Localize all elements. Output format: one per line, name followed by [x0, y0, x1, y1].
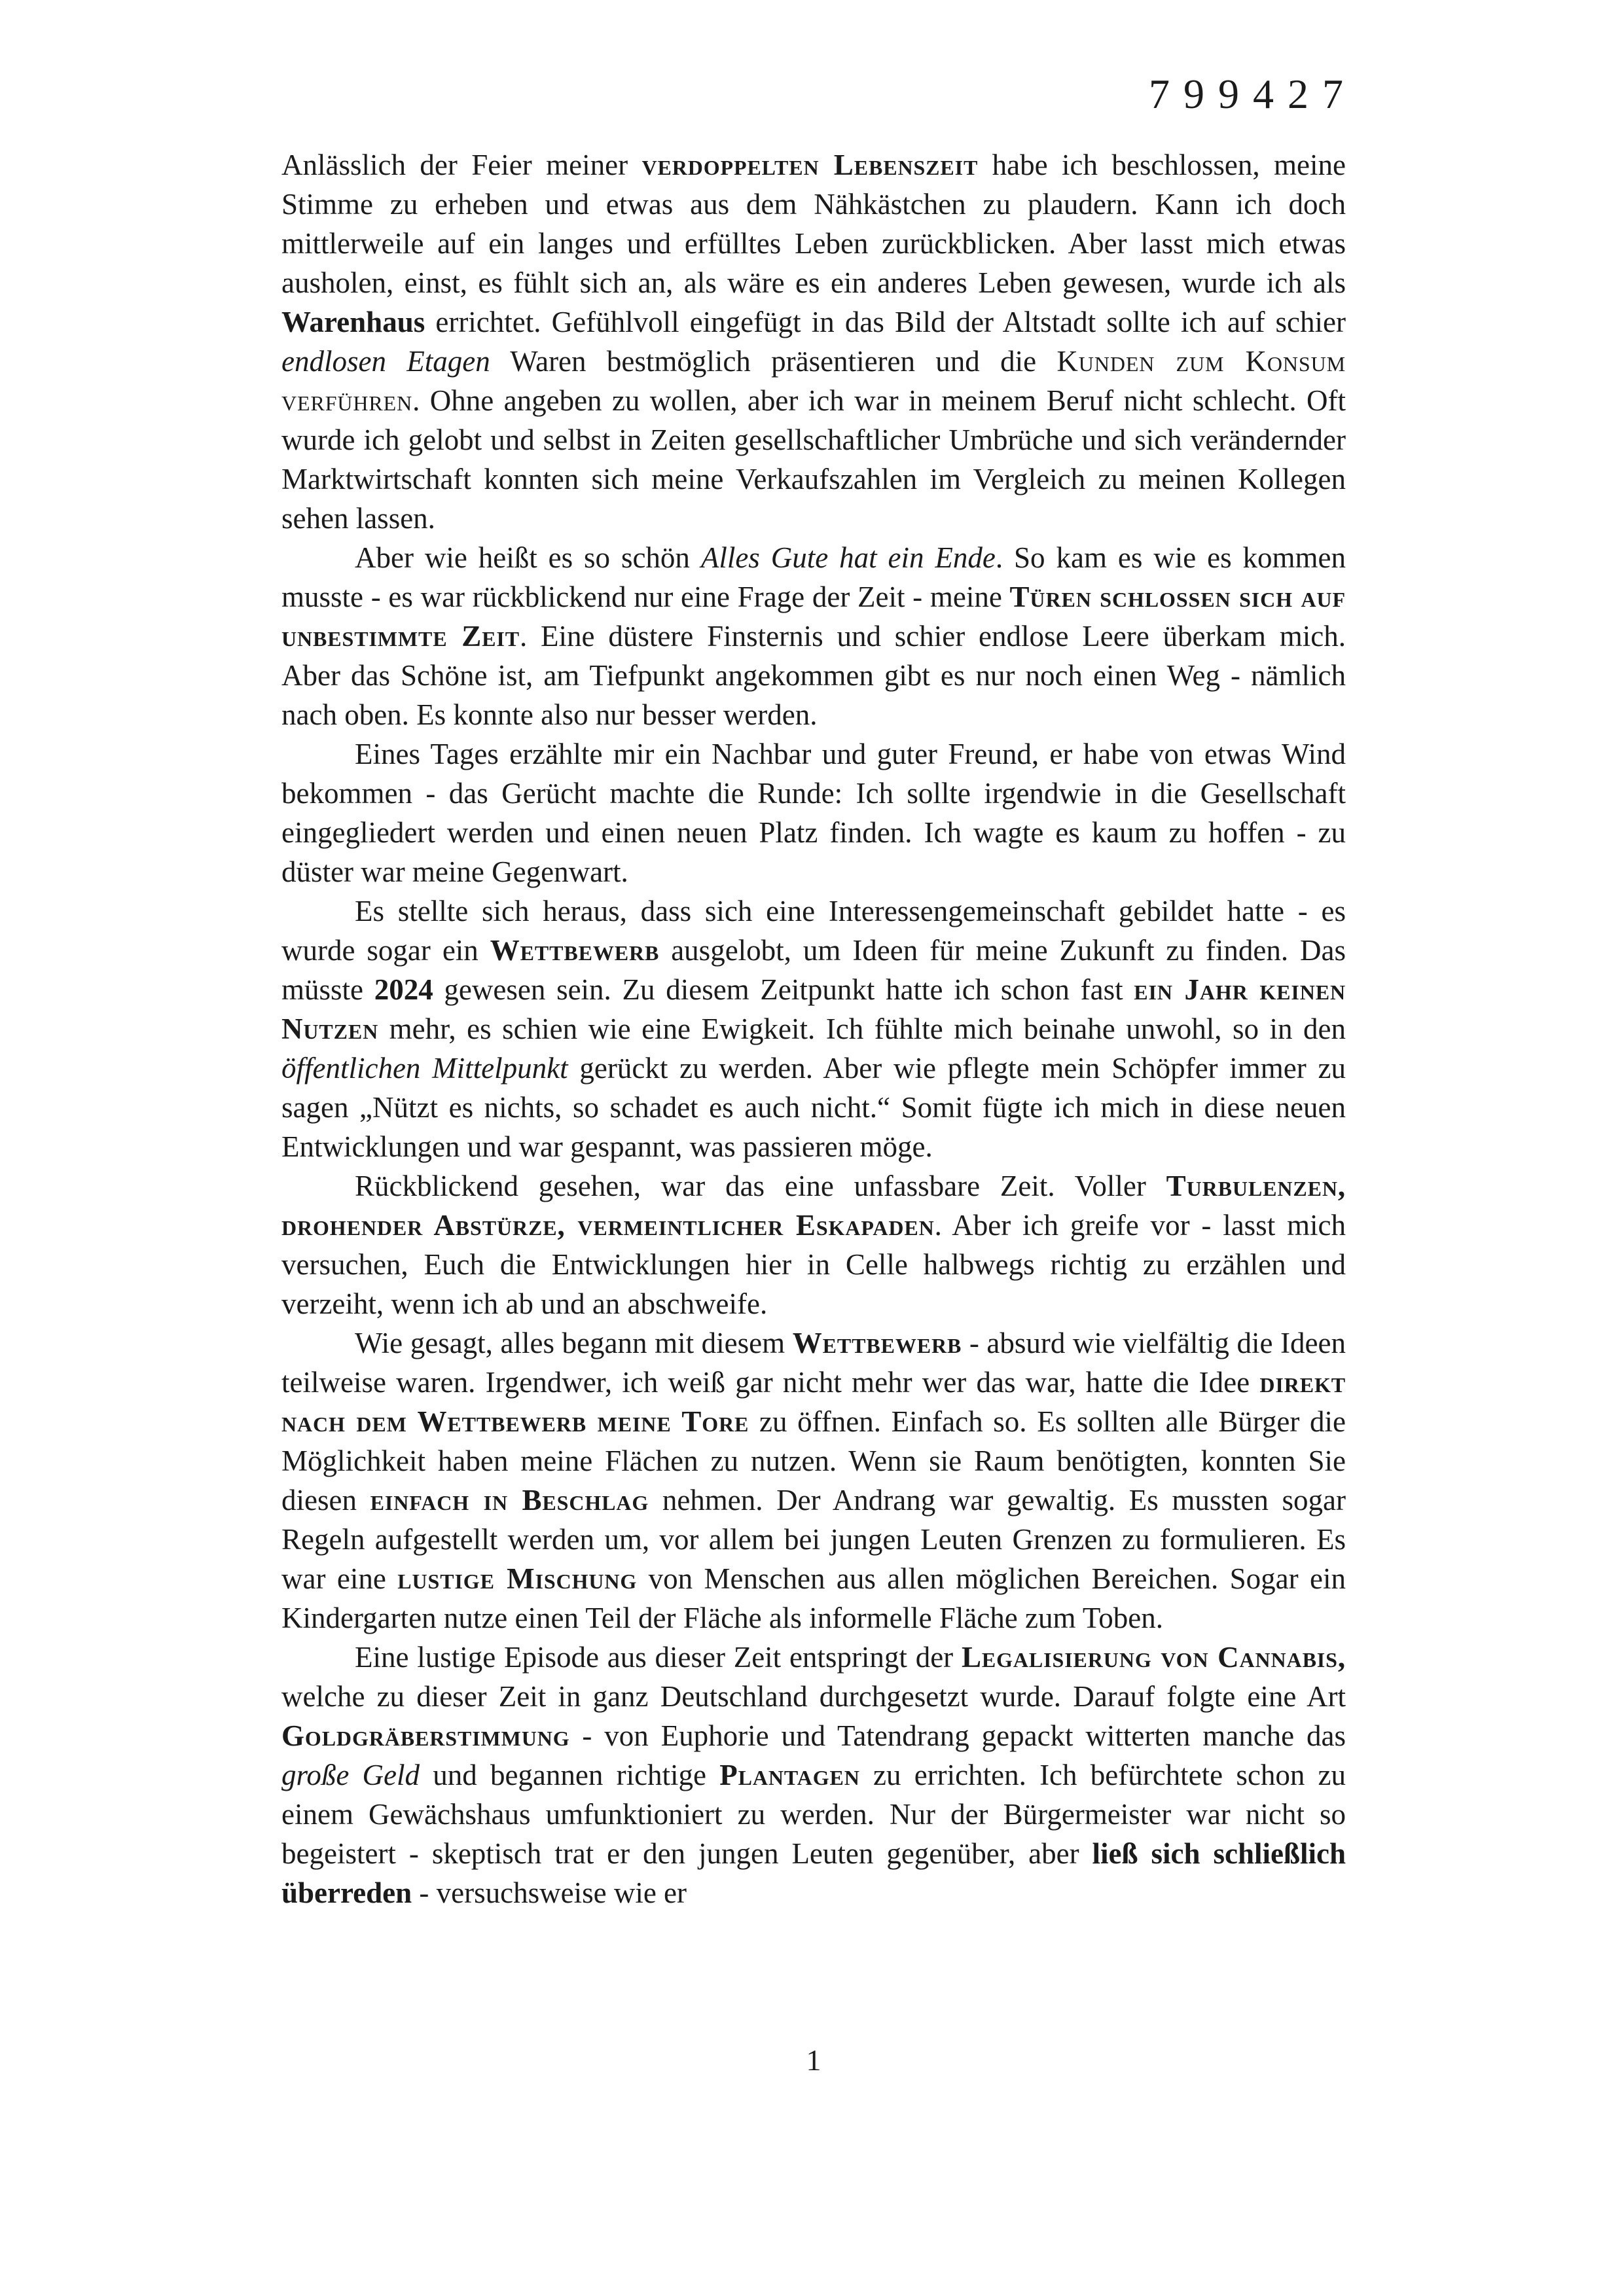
text-run: Alles Gute hat ein Ende: [700, 541, 996, 574]
text-run: endlosen Etagen: [281, 345, 490, 378]
text-run: ausgelobt, um Ideen für meine Zukunft zu finden. Das müsste: [281, 934, 1346, 1006]
text-run: Waren bestmöglich präsentieren und die: [490, 345, 1057, 378]
body-text: [281, 145, 1346, 1912]
text-run: errichtet. Gefühlvoll eingefügt in das Bild der Altstadt sollte ich auf schier: [425, 306, 1346, 338]
text-run: und begannen richtige: [420, 1759, 720, 1791]
text-run: direkt nach dem Wettbewerb meine Tore: [281, 1366, 1346, 1438]
paragraph: [281, 1323, 1346, 1638]
text-run: zu öffnen. Einfach so. Es sollten alle Bürger die Möglichkeit haben meine Flächen zu nutzen. Wenn sie Raum benötigten, konnten Sie diesen: [281, 1405, 1346, 1516]
text-run: gerückt zu werden. Aber wie pflegte mein Schöpfer immer zu sagen „Nützt es nichts, so schadet es auch nicht.“ Somit fügte ich mich in diese neuen Entwicklungen und war gespannt, was passieren möge.: [281, 1052, 1346, 1163]
text-run: große Geld: [281, 1759, 420, 1791]
text-run: Türen schlossen sich auf unbestimmte Zeit: [281, 581, 1346, 653]
text-run: nehmen. Der Andrang war gewaltig. Es mussten sogar Regeln aufgestellt werden um, vor allem bei jungen Leuten Grenzen zu formulieren. Es war eine: [281, 1484, 1346, 1595]
text-run: Wettbewerb: [490, 934, 660, 967]
text-run: . Aber ich greife vor - lasst mich versuchen, Euch die Entwicklungen hier in Celle halbwegs richtig zu erzählen und verzeiht, wenn ich ab und an abschweife.: [281, 1209, 1346, 1320]
text-run: Goldgräberstimmung: [281, 1719, 570, 1752]
text-run: Wettbewerb: [792, 1327, 962, 1359]
text-run: gewesen sein. Zu diesem Zeitpunkt hatte ich schon fast: [433, 973, 1134, 1006]
text-run: Legalisierung von Cannabis,: [961, 1641, 1346, 1674]
text-run: lustige Mischung: [397, 1562, 638, 1595]
text-run: Aber wie heißt es so schön: [355, 541, 701, 574]
text-run: Anlässlich der Feier meiner: [281, 149, 642, 181]
page-number: 1: [806, 2043, 821, 2077]
text-run: Turbulenzen, drohender Abstürze, vermeintlicher Eskapaden: [281, 1170, 1346, 1242]
paragraph: [281, 734, 1346, 891]
text-run: - versuchsweise wie er: [412, 1876, 687, 1909]
text-run: - von Euphorie und Tatendrang gepackt witterten manche das: [569, 1719, 1346, 1752]
text-run: ein Jahr keinen Nutzen: [281, 973, 1346, 1045]
text-run: zu errichten. Ich befürchtete schon zu einem Gewächshaus umfunktioniert zu werden. Nur der Bürgermeister war nicht so begeistert - skeptisch trat er den jungen Leuten gegenüber, aber: [281, 1759, 1346, 1870]
text-run: Warenhaus: [281, 306, 425, 338]
text-run: . Ohne angeben zu wollen, aber ich war in meinem Beruf nicht schlecht. Oft wurde ich gelobt und selbst in Zeiten gesellschaftlicher Umbrüche und sich verändernder Marktwirtschaft konnten sich meine Verkaufszahlen im Vergleich zu meinen Kollegen sehen lassen.: [281, 384, 1346, 535]
text-run: Wie gesagt, alles begann mit diesem: [355, 1327, 793, 1359]
paragraph: [281, 538, 1346, 734]
text-run: . So kam es wie es kommen musste - es war rückblickend nur eine Frage der Zeit - meine: [281, 541, 1346, 613]
text-run: Eines Tages erzählte mir ein Nachbar und guter Freund, er habe von etwas Wind bekommen - das Gerücht machte die Runde: Ich sollte irgendwie in die Gesellschaft eingegliedert werden und einen neuen Platz finden. Ich wagte es kaum zu hoffen - zu düster war meine Gegenwart.: [281, 738, 1346, 888]
paragraph: [281, 1166, 1346, 1323]
text-run: öffentlichen Mittelpunkt: [281, 1052, 568, 1085]
text-run: von Menschen aus allen möglichen Bereichen. Sogar ein Kindergarten nutze einen Teil der Fläche als informelle Fläche zum Toben.: [281, 1562, 1346, 1634]
text-run: . Eine düstere Finsternis und schier endlose Leere überkam mich. Aber das Schöne ist, am Tiefpunkt angekommen gibt es nur noch einen Weg - nämlich nach oben. Es konnte also nur besser werden.: [281, 620, 1346, 731]
text-run: verdoppelten Lebenszeit: [641, 149, 979, 181]
text-run: einfach in Beschlag: [370, 1484, 649, 1516]
text-run: Plantagen: [719, 1759, 860, 1791]
document-number: 799427: [1149, 71, 1357, 117]
text-run: Rückblickend gesehen, war das eine unfassbare Zeit. Voller: [355, 1170, 1166, 1202]
paragraph: [281, 1638, 1346, 1912]
text-run: Es stellte sich heraus, dass sich eine Interessengemeinschaft gebildet hatte - es wurde sogar ein: [281, 895, 1346, 967]
text-run: ließ sich schließlich überreden: [281, 1837, 1346, 1909]
text-run: mehr, es schien wie eine Ewigkeit. Ich fühlte mich beinahe unwohl, so in den: [378, 1013, 1346, 1045]
text-run: Kunden zum Konsum verführen: [281, 345, 1346, 417]
text-run: - absurd wie vielfältig die Ideen teilweise waren. Irgendwer, ich weiß gar nicht mehr wer das war, hatte die Idee: [281, 1327, 1346, 1399]
text-run: habe ich beschlossen, meine Stimme zu erheben und etwas aus dem Nähkästchen zu plaudern. Kann ich doch mittlerweile auf ein langes und erfülltes Leben zurückblicken. Aber lasst mich etwas ausholen, einst, es fühlt sich an, als wäre es ein anderes Leben gewesen, wurde ich als: [281, 149, 1346, 299]
paragraph: [281, 145, 1346, 538]
text-run: Eine lustige Episode aus dieser Zeit entspringt der: [355, 1641, 962, 1674]
text-run: welche zu dieser Zeit in ganz Deutschland durchgesetzt wurde. Darauf folgte eine Art: [281, 1680, 1346, 1713]
paragraph: [281, 891, 1346, 1166]
text-run: 2024: [374, 973, 433, 1006]
